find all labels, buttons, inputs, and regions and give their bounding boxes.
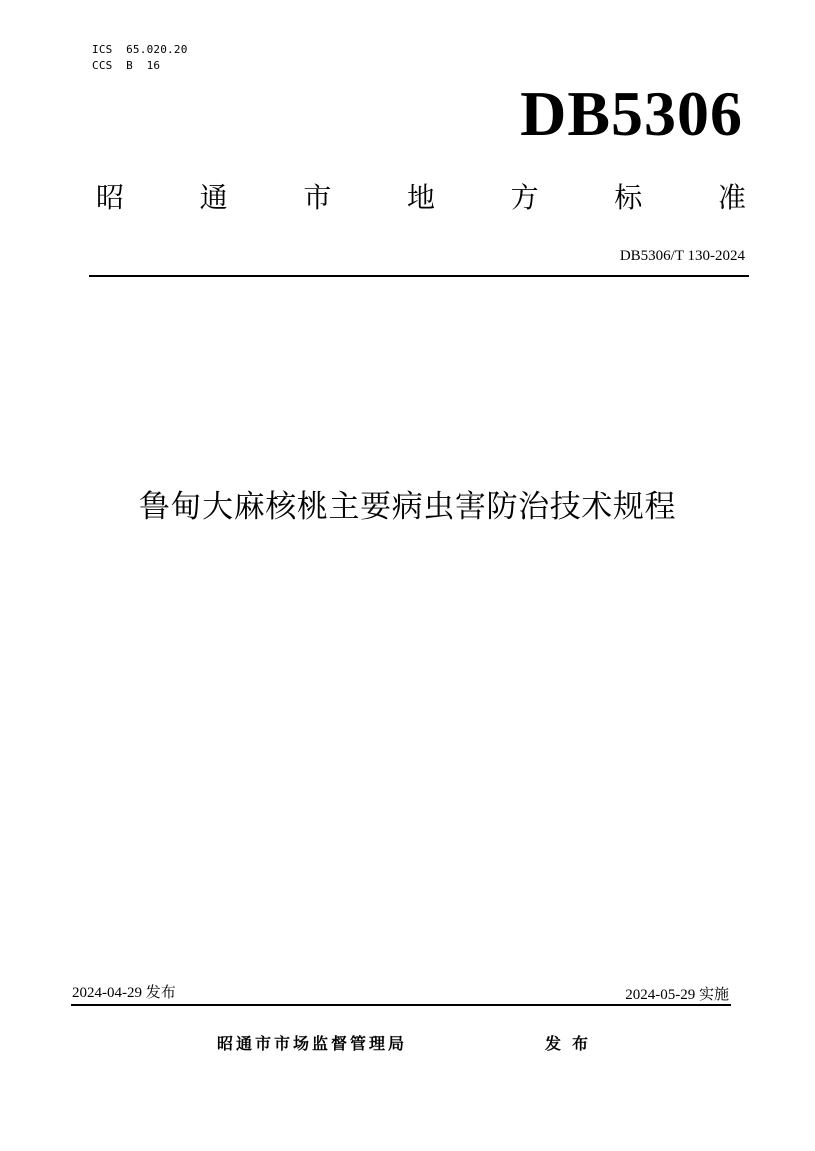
footer-divider — [71, 1004, 731, 1006]
standard-type-heading — [96, 180, 746, 216]
publish-date-line — [72, 982, 176, 1003]
implement-label: 实施 — [698, 985, 729, 1003]
implement-date-line — [625, 984, 729, 1005]
standard-type-char: 昭 — [96, 181, 125, 214]
issuing-authority: 昭通市市场监督管理局 — [217, 1034, 408, 1053]
standard-type-char: 标 — [614, 181, 643, 214]
classification-codes — [92, 42, 188, 74]
standard-type-char: 地 — [406, 181, 435, 214]
standard-number: DB5306/T 130-2024 — [619, 248, 745, 264]
publish-date: 2024-04-29 — [72, 985, 142, 1001]
ics-code: ICS 65.020.20 — [92, 43, 188, 56]
header-divider — [89, 275, 749, 277]
issue-action: 发布 — [545, 1034, 600, 1053]
document-title: 鲁甸大麻核桃主要病虫害防治技术规程 — [138, 489, 677, 525]
publish-label: 发布 — [145, 983, 176, 1001]
implement-date: 2024-05-29 — [625, 987, 696, 1003]
standard-type-char: 通 — [199, 181, 228, 214]
standard-type-char: 准 — [717, 181, 746, 214]
standard-type-char: 市 — [303, 181, 332, 214]
standard-code-logo: DB5306 — [520, 78, 743, 149]
standard-type-char: 方 — [510, 181, 539, 214]
ccs-code: CCS B 16 — [92, 59, 161, 72]
